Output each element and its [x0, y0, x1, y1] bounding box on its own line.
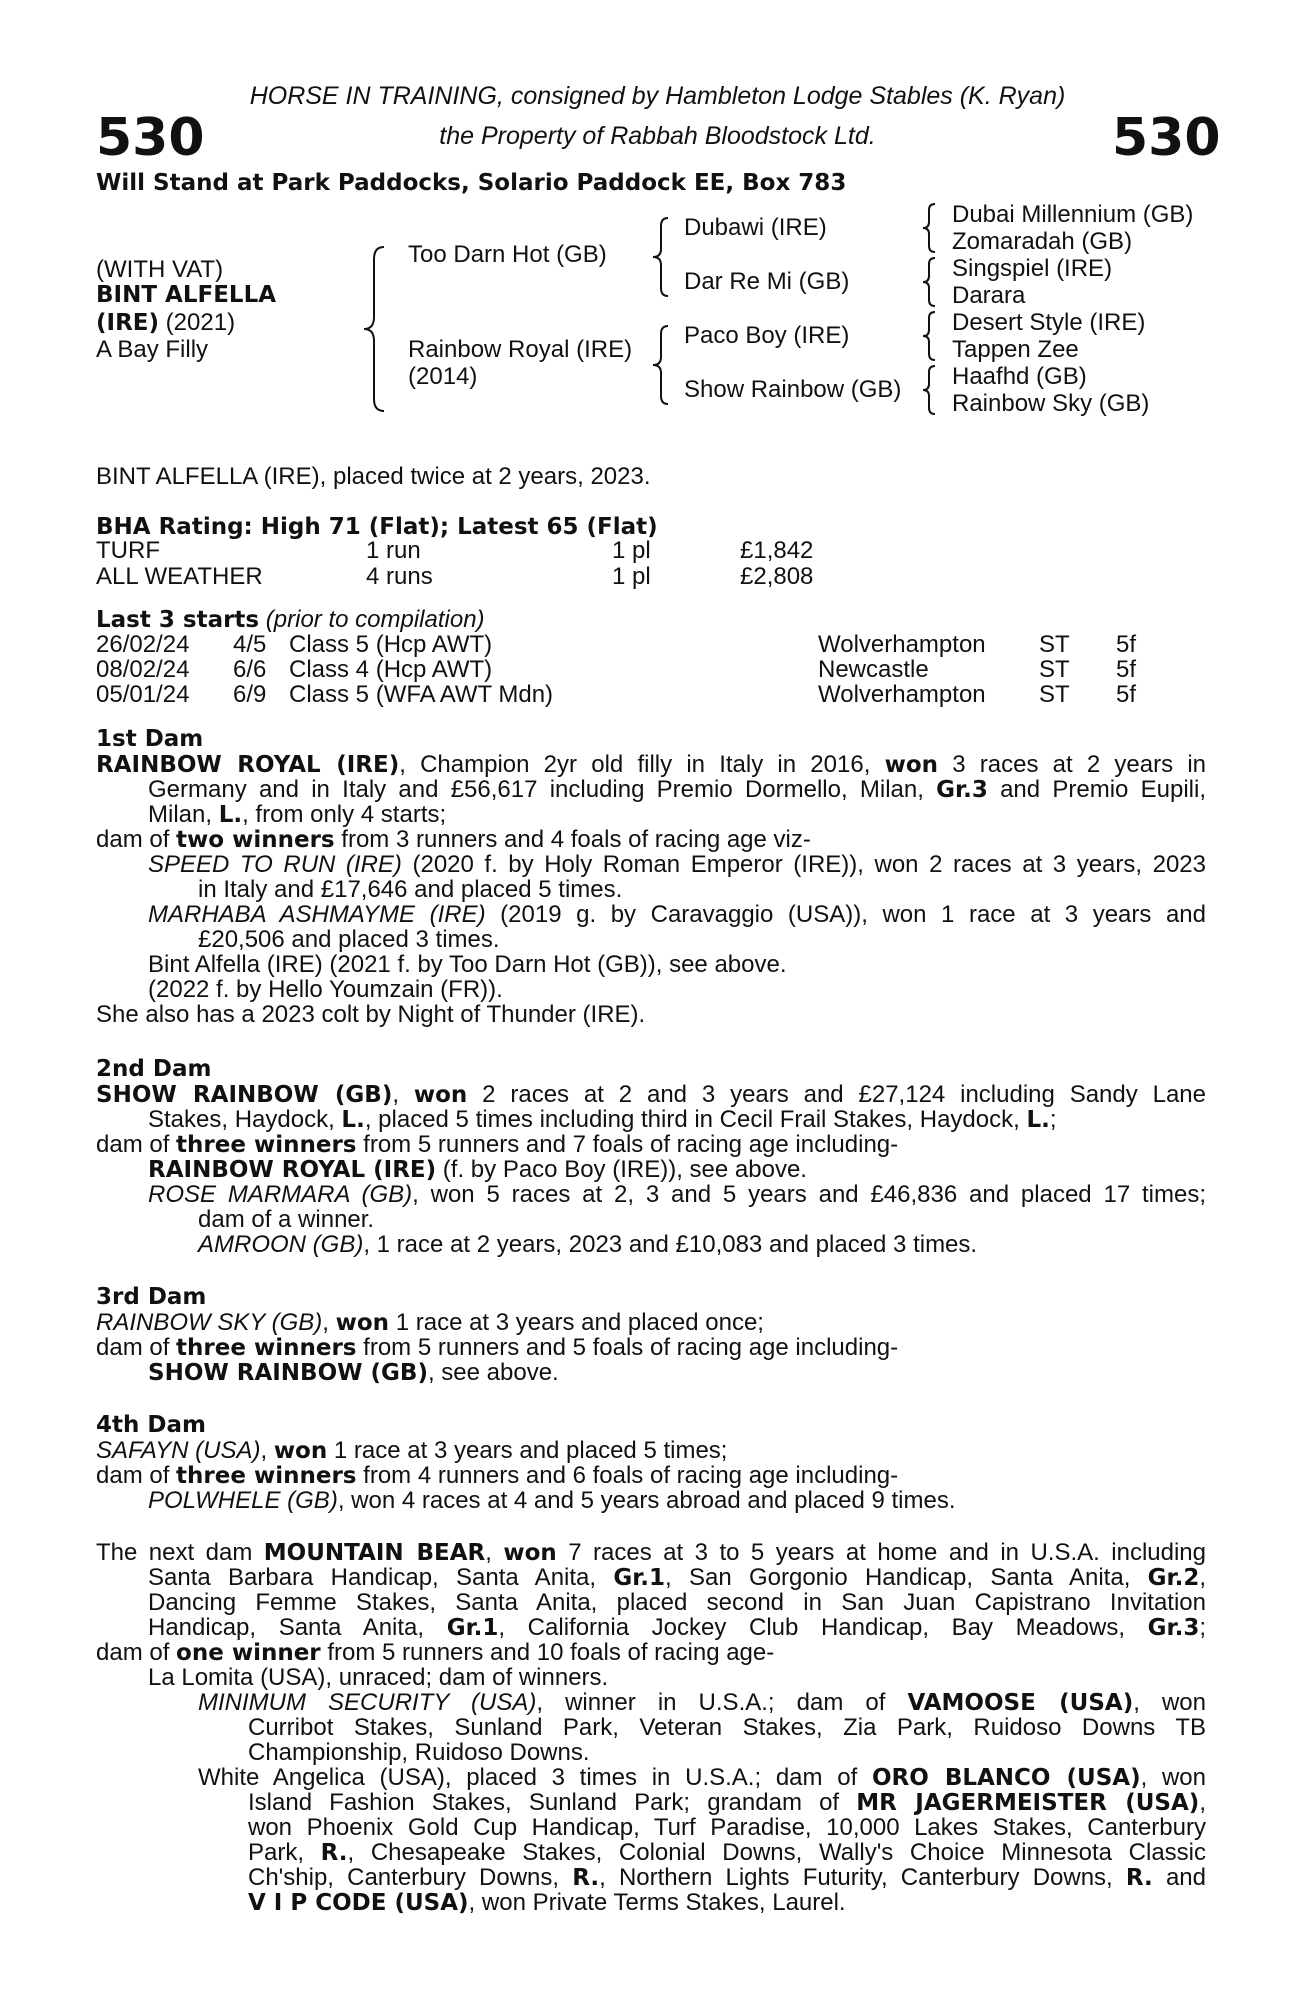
vat-note: (WITH VAT): [96, 256, 224, 283]
pedigree-brace-sire: [650, 216, 672, 298]
next-dam-line: Island Fashion Stakes, Sunland Park; grandam of MR JAGERMEISTER (USA),: [248, 1789, 1206, 1816]
third-dam-line: RAINBOW SKY (GB), won 1 race at 3 years and placed once;: [96, 1309, 764, 1336]
pedigree-ssd: Zomaradah (GB): [952, 228, 1133, 255]
start-distance: 5f: [1116, 631, 1137, 658]
pedigree-dam: Rainbow Royal (IRE): [408, 336, 633, 363]
pedigree-brace-dd: [920, 364, 938, 416]
next-dam-line: V I P CODE (USA), won Private Terms Stakes, Laurel.: [248, 1889, 846, 1916]
first-dam-line: She also has a 2023 colt by Night of Thunder (IRE).: [96, 1001, 646, 1028]
lot-number-right: 530: [1112, 108, 1221, 168]
third-dam-line: dam of three winners from 5 runners and 5 foals of racing age including-: [96, 1334, 899, 1361]
stand-location: Will Stand at Park Paddocks, Solario Paddock EE, Box 783: [96, 170, 847, 196]
record-turf-surface: TURF: [96, 537, 160, 564]
fourth-dam-heading: 4th Dam: [96, 1412, 206, 1438]
pedigree-sdd: Darara: [952, 282, 1026, 309]
record-turf-runs: 1 run: [366, 537, 421, 564]
second-dam-heading: 2nd Dam: [96, 1056, 212, 1082]
record-turf-prize: £1,842: [740, 537, 814, 564]
last-starts-heading: Last 3 starts (prior to compilation): [96, 606, 485, 633]
first-dam-line: £20,506 and placed 3 times.: [198, 926, 500, 953]
horse-year: (2021): [159, 309, 236, 336]
pedigree-brace-ss: [920, 202, 938, 254]
horse-origin-year: [96, 309, 235, 337]
start-going: ST: [1039, 631, 1070, 658]
start-distance: 5f: [1116, 681, 1137, 708]
start-course: Wolverhampton: [818, 681, 986, 708]
property-line: the Property of Rabbah Bloodstock Ltd.: [439, 122, 876, 150]
pedigree-sire: Too Darn Hot (GB): [408, 241, 607, 268]
first-dam-line: MARHABA ASHMAYME (IRE) (2019 g. by Caravaggio (USA)), won 1 race at 3 years and: [148, 901, 1207, 928]
fourth-dam-line: dam of three winners from 4 runners and 6 foals of racing age including-: [96, 1462, 899, 1489]
next-dam-line: Santa Barbara Handicap, Santa Anita, Gr.1, San Gorgonio Handicap, Santa Anita, Gr.2,: [148, 1564, 1207, 1591]
pedigree-dsd: Tappen Zee: [952, 336, 1079, 363]
pedigree-brace-sd: [920, 256, 938, 308]
start-distance: 5f: [1116, 656, 1137, 683]
second-dam-line: ROSE MARMARA (GB), won 5 races at 2, 3 and 5 years and £46,836 and placed 17 times;: [148, 1181, 1206, 1208]
start-date: 26/02/24: [96, 631, 190, 658]
first-dam-line: RAINBOW ROYAL (IRE), Champion 2yr old filly in Italy in 2016, won 3 races at 2 years in: [96, 751, 1206, 778]
record-aw-surface: ALL WEATHER: [96, 563, 263, 590]
second-dam-line: AMROON (GB), 1 race at 2 years, 2023 and £10,083 and placed 3 times.: [198, 1231, 978, 1258]
first-dam-line: SPEED TO RUN (IRE) (2020 f. by Holy Roman Emperor (IRE)), won 2 races at 3 years, 2023: [148, 851, 1207, 878]
record-turf-placed: 1 pl: [612, 537, 651, 564]
horse-name: BINT ALFELLA: [96, 282, 277, 308]
pedigree-dds: Haafhd (GB): [952, 363, 1087, 390]
next-dam-line: Curribot Stakes, Sunland Park, Veteran Stakes, Zia Park, Ruidoso Downs TB: [248, 1714, 1206, 1741]
second-dam-line: SHOW RAINBOW (GB), won 2 races at 2 and 3 years and £27,124 including Sandy Lane: [96, 1081, 1206, 1108]
first-dam-line: Bint Alfella (IRE) (2021 f. by Too Darn Hot (GB)), see above.: [148, 951, 787, 978]
pedigree-sire-dam: Dar Re Mi (GB): [684, 268, 850, 295]
fourth-dam-line: POLWHELE (GB), won 4 races at 4 and 5 years abroad and placed 9 times.: [148, 1487, 956, 1514]
record-aw-placed: 1 pl: [612, 563, 651, 590]
pedigree-sss: Dubai Millennium (GB): [952, 201, 1194, 228]
first-dam-line: Germany and in Italy and £56,617 including Premio Dormello, Milan, Gr.3 and Premio Eupili,: [148, 776, 1207, 803]
next-dam-line: Park, R., Chesapeake Stakes, Colonial Downs, Wally's Choice Minnesota Classic: [248, 1839, 1206, 1866]
pedigree-brace-ds: [920, 310, 938, 362]
next-dam-line: won Phoenix Gold Cup Handicap, Turf Paradise, 10,000 Lakes Stakes, Canterbury: [248, 1814, 1206, 1841]
pedigree-brace-main: [360, 245, 390, 413]
next-dam-line: White Angelica (USA), placed 3 times in U.S.A.; dam of ORO BLANCO (USA), won: [198, 1764, 1206, 1791]
third-dam-line: SHOW RAINBOW (GB), see above.: [148, 1359, 559, 1386]
next-dam-line: dam of one winner from 5 runners and 10 foals of racing age-: [96, 1639, 775, 1666]
start-race: Class 5 (Hcp AWT): [289, 631, 493, 658]
start-race: Class 5 (WFA AWT Mdn): [289, 681, 554, 708]
pedigree-dss: Desert Style (IRE): [952, 309, 1146, 336]
horse-origin: (IRE): [96, 310, 160, 336]
start-date: 08/02/24: [96, 656, 190, 683]
next-dam-line: Ch'ship, Canterbury Downs, R., Northern Lights Futurity, Canterbury Downs, R. and: [248, 1864, 1206, 1891]
pedigree-dam-dam: Show Rainbow (GB): [684, 376, 902, 403]
next-dam-line: Dancing Femme Stakes, Santa Anita, placed second in San Juan Capistrano Invitation: [148, 1589, 1206, 1616]
pedigree-dam-sire: Paco Boy (IRE): [684, 322, 850, 349]
first-dam-line: (2022 f. by Hello Youmzain (FR)).: [148, 976, 503, 1003]
lot-number-left: 530: [96, 108, 205, 168]
pedigree-sds: Singspiel (IRE): [952, 255, 1113, 282]
horse-description: A Bay Filly: [96, 336, 209, 363]
race-summary: BINT ALFELLA (IRE), placed twice at 2 years, 2023.: [96, 463, 651, 490]
start-position: 4/5: [233, 631, 267, 658]
second-dam-line: dam of three winners from 5 runners and 7 foals of racing age including-: [96, 1131, 899, 1158]
next-dam-line: La Lomita (USA), unraced; dam of winners.: [148, 1664, 609, 1691]
consignor-line: HORSE IN TRAINING, consigned by Hambleton Lodge Stables (K. Ryan): [249, 82, 1066, 110]
pedigree-ddd: Rainbow Sky (GB): [952, 390, 1150, 417]
start-position: 6/9: [233, 681, 267, 708]
next-dam-line: The next dam MOUNTAIN BEAR, won 7 races at 3 to 5 years at home and in U.S.A. including: [96, 1539, 1206, 1566]
next-dam-line: MINIMUM SECURITY (USA), winner in U.S.A.; dam of VAMOOSE (USA), won: [198, 1689, 1207, 1716]
start-going: ST: [1039, 656, 1070, 683]
first-dam-line: Milan, L., from only 4 starts;: [148, 801, 447, 828]
bha-rating: BHA Rating: High 71 (Flat); Latest 65 (Flat): [96, 514, 658, 540]
start-race: Class 4 (Hcp AWT): [289, 656, 493, 683]
start-course: Wolverhampton: [818, 631, 986, 658]
first-dam-heading: 1st Dam: [96, 726, 204, 752]
record-aw-runs: 4 runs: [366, 563, 433, 590]
start-date: 05/01/24: [96, 681, 190, 708]
third-dam-heading: 3rd Dam: [96, 1284, 207, 1310]
next-dam-line: Championship, Ruidoso Downs.: [248, 1739, 590, 1766]
first-dam-line: in Italy and £17,646 and placed 5 times.: [198, 876, 623, 903]
start-position: 6/6: [233, 656, 267, 683]
second-dam-line: Stakes, Haydock, L., placed 5 times including third in Cecil Frail Stakes, Haydock, L.;: [148, 1106, 1057, 1133]
pedigree-sire-sire: Dubawi (IRE): [684, 214, 827, 241]
second-dam-line: RAINBOW ROYAL (IRE) (f. by Paco Boy (IRE)), see above.: [148, 1156, 807, 1183]
second-dam-line: dam of a winner.: [198, 1206, 375, 1233]
record-aw-prize: £2,808: [740, 563, 814, 590]
fourth-dam-line: SAFAYN (USA), won 1 race at 3 years and placed 5 times;: [96, 1437, 728, 1464]
first-dam-line: dam of two winners from 3 runners and 4 foals of racing age viz-: [96, 826, 811, 853]
pedigree-brace-dam: [650, 324, 672, 406]
pedigree-dam-year: (2014): [408, 363, 478, 390]
start-going: ST: [1039, 681, 1070, 708]
start-course: Newcastle: [818, 656, 929, 683]
next-dam-line: Handicap, Santa Anita, Gr.1, California Jockey Club Handicap, Bay Meadows, Gr.3;: [148, 1614, 1206, 1641]
